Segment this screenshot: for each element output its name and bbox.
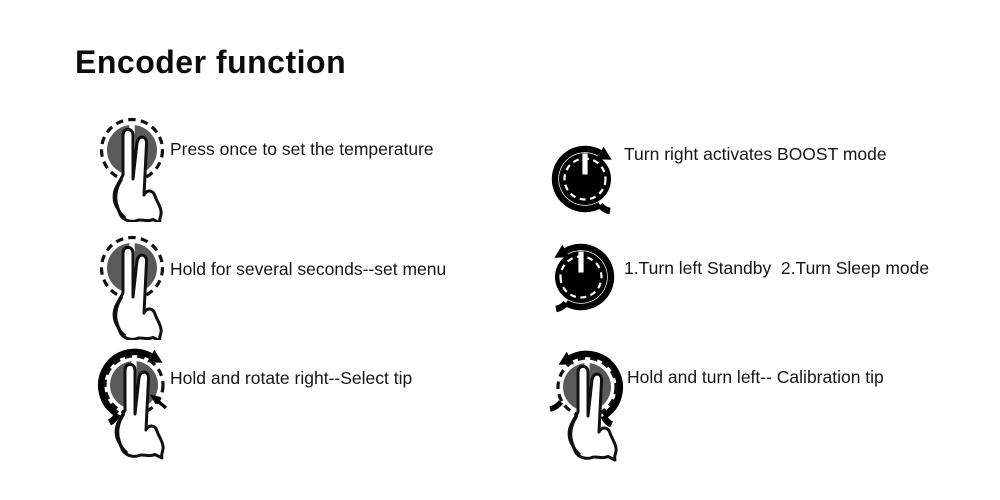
hold-rotate-right-knob-icon	[86, 340, 178, 460]
item-label: Turn right activates BOOST mode	[624, 144, 887, 164]
item-label: Hold for several seconds--set menu	[170, 259, 447, 279]
press-knob-icon	[92, 117, 172, 222]
item-label: Hold and turn left-- Calibration tip	[627, 367, 884, 387]
page-title: Encoder function	[75, 44, 347, 80]
turn-right-knob-icon	[546, 131, 624, 217]
item-label: 1.Turn left Standby 2.Turn Sleep mode	[624, 258, 930, 278]
item-label: Press once to set the temperature	[170, 139, 434, 159]
hold-turn-left-knob-icon	[544, 342, 630, 462]
turn-left-knob-icon	[542, 229, 620, 315]
item-label: Hold and rotate right--Select tip	[170, 368, 413, 388]
press-knob-icon	[92, 235, 172, 340]
